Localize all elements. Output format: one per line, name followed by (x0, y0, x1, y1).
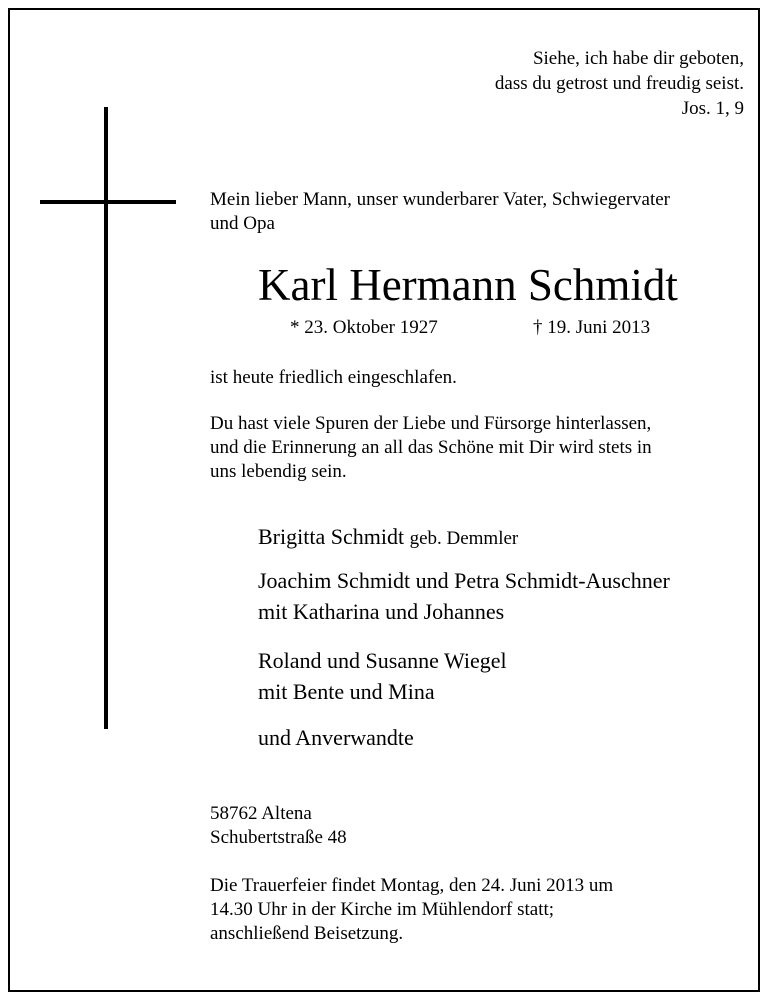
family-line: Joachim Schmidt und Petra Schmidt-Auschner (258, 568, 670, 593)
quote-source: Jos. 1, 9 (681, 98, 744, 119)
funeral-line: anschließend Beisetzung. (210, 923, 404, 944)
address-street: Schubertstraße 48 (210, 827, 347, 848)
mourner-family-2 (258, 645, 507, 707)
address-city: 58762 Altena (210, 803, 312, 824)
deceased-name: Karl Hermann Schmidt (258, 260, 678, 310)
funeral-line: 14.30 Uhr in der Kirche im Mühlendorf statt; (210, 899, 555, 920)
intro-text (210, 188, 670, 236)
family-line: mit Bente und Mina (258, 679, 435, 704)
birth-date: * 23. Oktober 1927 (290, 317, 438, 338)
address-block (210, 802, 347, 850)
mourner-relatives: und Anverwandte (258, 725, 414, 750)
family-line: Roland und Susanne Wiegel (258, 648, 507, 673)
statement-text: ist heute friedlich eingeschlafen. (210, 367, 457, 388)
message-line: Du hast viele Spuren der Liebe und Fürsorge hinterlassen, (210, 413, 652, 434)
obituary-frame (8, 8, 760, 992)
death-date: † 19. Juni 2013 (533, 317, 651, 338)
quote-line: dass du getrost und freudig seist. (494, 73, 744, 94)
family-line: mit Katharina und Johannes (258, 599, 505, 624)
funeral-line: Die Trauerfeier findet Montag, den 24. Juni 2013 um (210, 875, 614, 896)
funeral-info (210, 874, 613, 946)
message-line: uns lebendig sein. (210, 461, 347, 482)
mourner-family-1 (258, 565, 670, 627)
intro-line: und Opa (210, 213, 275, 234)
bible-quote (495, 46, 744, 121)
message-text (210, 412, 652, 484)
message-line: und die Erinnerung an all das Schöne mit Dir wird stets in (210, 437, 652, 458)
widow-name: Brigitta Schmidt (258, 524, 405, 549)
quote-line: Siehe, ich habe dir geboten, (532, 48, 744, 69)
widow-maiden-name: geb. Demmler (409, 528, 519, 549)
intro-line: Mein lieber Mann, unser wunderbarer Vater, Schwiegervater (210, 189, 670, 210)
cross-icon-horizontal (40, 200, 176, 204)
mourner-widow (258, 521, 518, 554)
